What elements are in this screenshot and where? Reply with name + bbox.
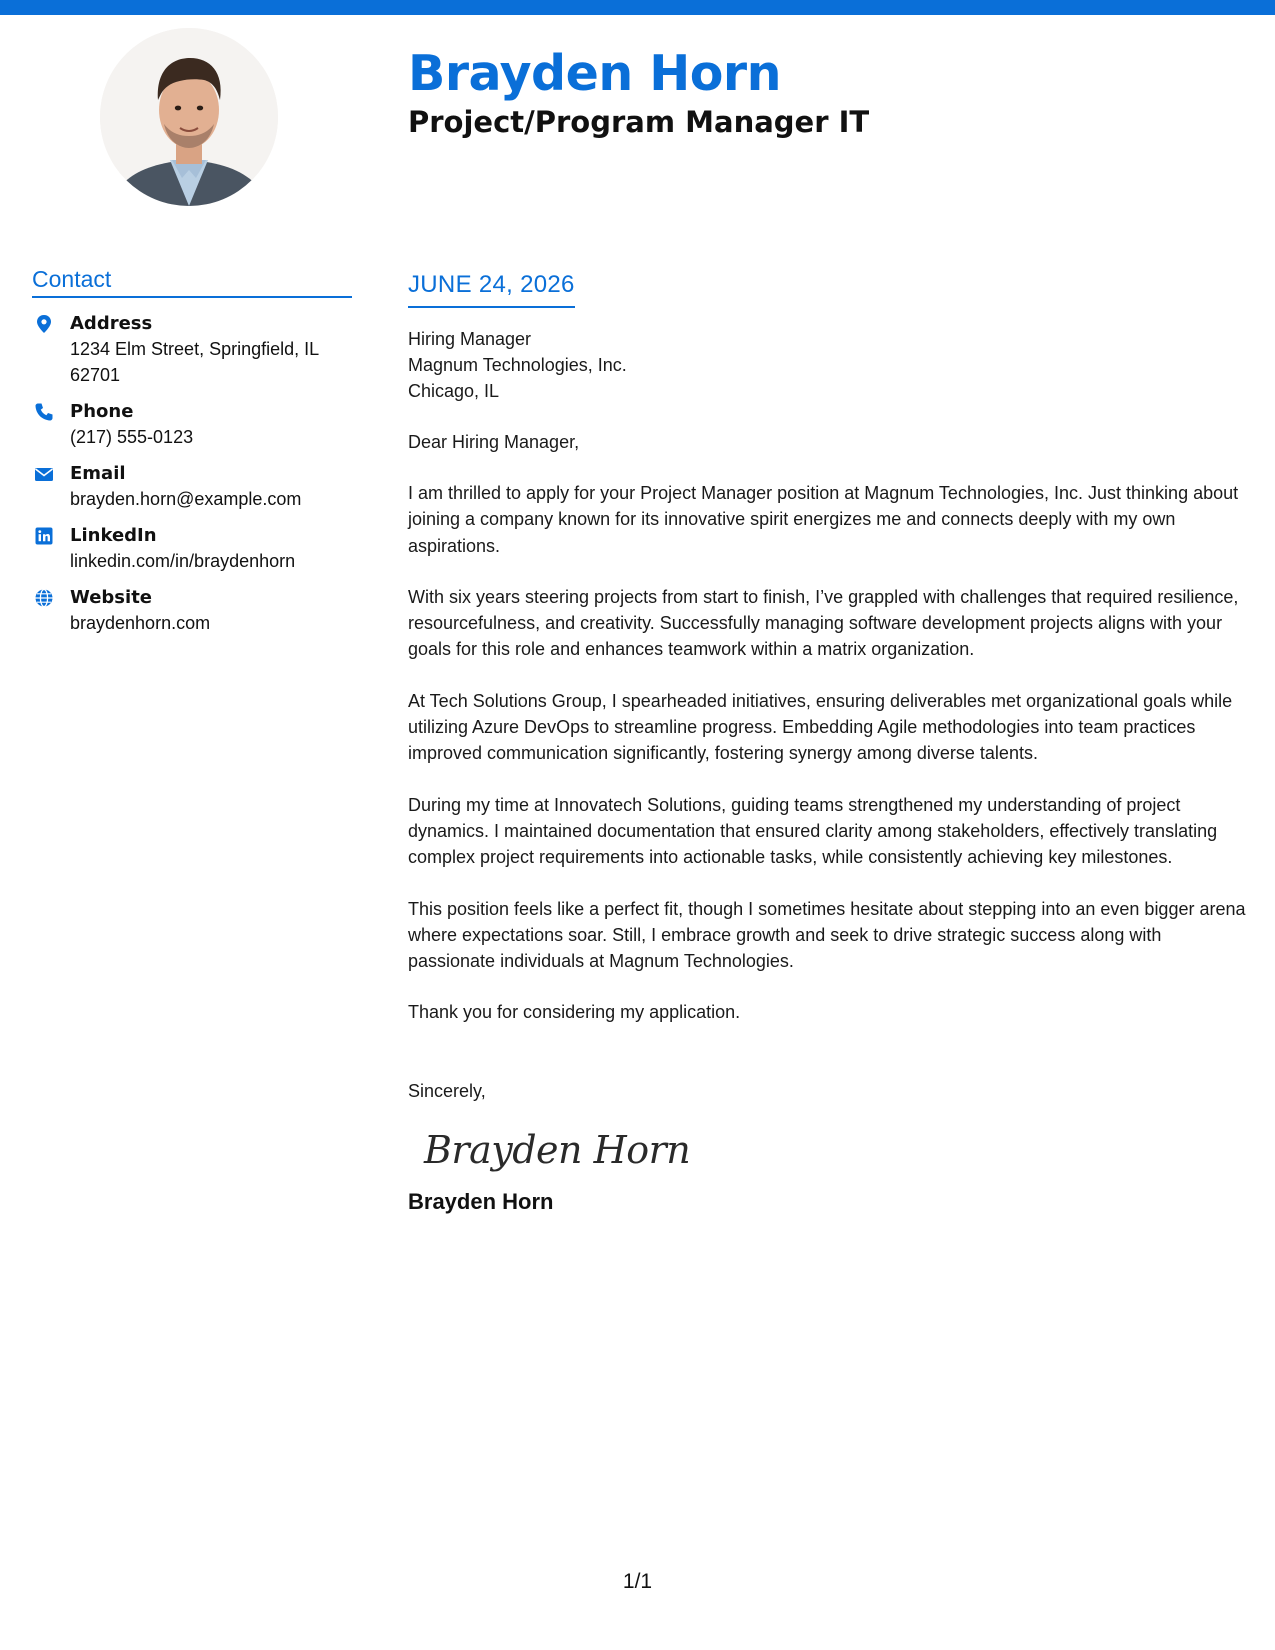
envelope-icon [34, 464, 54, 484]
applicant-name: Brayden Horn [408, 45, 781, 102]
header [408, 44, 1248, 140]
contact-sidebar [32, 264, 352, 648]
linkedin-icon [34, 526, 54, 546]
contact-item-linkedin [32, 524, 352, 574]
letter-paragraph: Thank you for considering my application. [408, 1002, 741, 1023]
linkedin-value[interactable]: linkedin.com/in/braydenhorn [70, 551, 296, 571]
globe-icon [34, 588, 54, 608]
contact-label: Email [70, 463, 126, 484]
top-accent-bar [0, 0, 1275, 15]
letter-paragraph: This position feels like a perfect fit, though I sometimes hesitate about stepping into an even bigger arena where expectations soar. Still, I embrace growth and seek to drive strategic success along with passionate individuals at Magnum Technologies. [408, 898, 1246, 972]
recipient-line: Magnum Technologies, Inc. [408, 355, 627, 375]
contact-item-address [32, 312, 352, 388]
map-pin-icon [34, 314, 54, 334]
closing: Sincerely, [408, 1080, 486, 1101]
contact-label: Website [70, 587, 153, 608]
page-number: 1/1 [622, 1570, 653, 1593]
phone-icon [34, 402, 54, 422]
cover-letter-body [408, 268, 1248, 1216]
address-value: 1234 Elm Street, Springfield, IL 62701 [70, 339, 319, 385]
letter-date: JUNE 24, 2026 [408, 268, 575, 308]
contact-item-phone [32, 400, 352, 450]
letter-paragraph: With six years steering projects from start to finish, I’ve grappled with challenges that required resilience, resourcefulness, and creativity. Successfully managing software development projects aligns with your goals for this role and enhances teamwork within a matrix organization. [408, 586, 1239, 660]
contact-item-website [32, 586, 352, 636]
recipient-line: Hiring Manager [408, 329, 532, 349]
contact-section-title: Contact [32, 264, 352, 298]
job-title: Project/Program Manager IT [408, 105, 870, 139]
phone-value: (217) 555-0123 [70, 427, 194, 447]
letter-paragraph: At Tech Solutions Group, I spearheaded initiatives, ensuring deliverables met organizational goals while utilizing Azure DevOps to streamline progress. Embedding Agile methodologies into team practices improved communication significantly, fostering synergy among diverse talents. [408, 690, 1233, 764]
contact-label: Address [70, 313, 153, 334]
recipient-block [408, 326, 1248, 404]
email-value[interactable]: brayden.horn@example.com [70, 489, 302, 509]
handwritten-signature: Brayden Horn [424, 1127, 691, 1172]
salutation: Dear Hiring Manager, [408, 432, 580, 452]
contact-item-email [32, 462, 352, 512]
signer-name: Brayden Horn [408, 1188, 554, 1214]
website-value[interactable]: braydenhorn.com [70, 613, 211, 633]
recipient-line: Chicago, IL [408, 381, 500, 401]
letter-paragraph: I am thrilled to apply for your Project Manager position at Magnum Technologies, Inc. Just thinking about joining a company known for its innovative spirit energizes me and connects deeply with my own aspirations. [408, 483, 1239, 556]
letter-paragraph: During my time at Innovatech Solutions, guiding teams strengthened my understanding of project dynamics. I maintained documentation that ensured clarity among stakeholders, effectively translating complex project requirements into actionable tasks, while consistently achieving key milestones. [408, 794, 1218, 868]
contact-label: Phone [70, 401, 134, 422]
contact-label: LinkedIn [70, 525, 157, 546]
profile-photo [100, 28, 278, 206]
